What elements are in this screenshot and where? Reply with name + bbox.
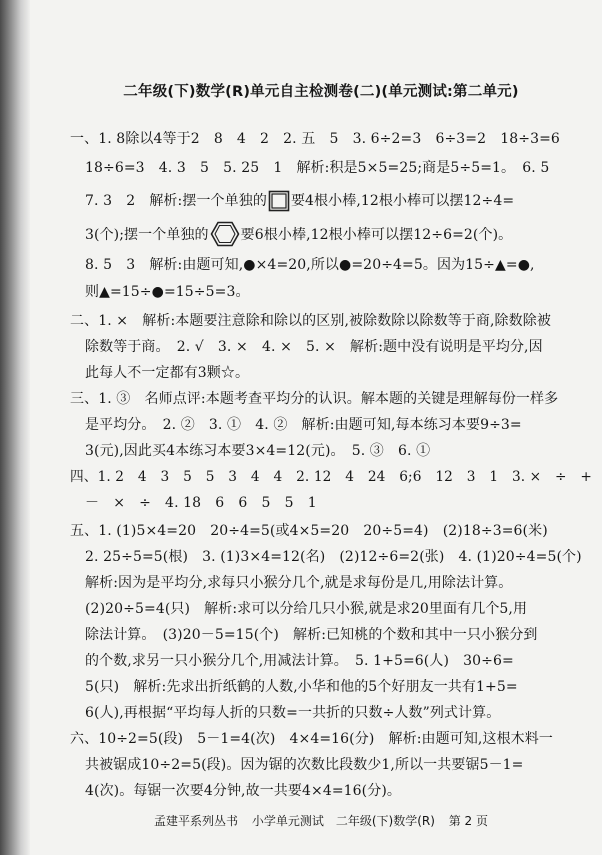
footer-page-number: 第 2 页 bbox=[448, 814, 488, 828]
answer-line-4a: 3(个);摆一个单独的 bbox=[85, 227, 209, 243]
page-footer bbox=[40, 812, 602, 829]
answer-line-14: － × ÷ 4. 18 6 6 5 5 1 bbox=[85, 495, 317, 511]
answer-line-25: 4(次)。每锯一次要4分钟,故一共要4×4=16(分)。 bbox=[85, 783, 402, 799]
answer-line-11: 是平均分。 2. ② 3. ① 4. ② 解析:由题可知,每本练习本要9÷3= bbox=[85, 417, 522, 433]
answer-line-13: 四、1. 2 4 3 5 5 3 4 4 2. 12 4 24 6;6 12 3 1 3. × ÷ + bbox=[70, 469, 592, 485]
answer-line-1: 一、1. 8除以4等于2 8 4 2 2. 五 5 3. 6÷2=3 6÷3=2 18÷3=6 bbox=[70, 131, 560, 147]
answer-line-21: 5(只) 解析:先求出折纸鹤的人数,小华和他的5个好朋友一共有1+5= bbox=[85, 679, 518, 695]
answer-line-23: 六、10÷2=5(段) 5－1=4(次) 4×4=16(分) 解析:由题可知,这根木料一 bbox=[70, 731, 553, 747]
square-of-matchsticks-icon bbox=[268, 190, 290, 212]
page-title: 二年级(下)数学(R)单元自主检测卷(二)(单元测试:第二单元) bbox=[123, 84, 519, 100]
answer-line-7: 二、1. × 解析:本题要注意除和除以的区别,被除数除以除数等于商,除数除被 bbox=[70, 313, 551, 329]
answer-line-12: 3(元),因此买4本练习本要3×4=12(元)。 5. ③ 6. ① bbox=[85, 443, 431, 459]
answer-line-19: 除法计算。 (3)20－5=15(个) 解析:已知桃的个数和其中一只小猴分到 bbox=[85, 627, 538, 643]
answer-line-3a: 7. 3 2 解析:摆一个单独的 bbox=[85, 193, 267, 209]
answer-line-5: 8. 5 3 解析:由题可知,●×4=20,所以●=20÷4=5。因为15÷▲=●, bbox=[85, 257, 535, 273]
answer-line-4 bbox=[85, 221, 512, 247]
answer-line-3 bbox=[85, 190, 514, 212]
answer-line-20: 的个数,求另一只小猴分几个,用减法计算。 5. 1+5=6(人) 30÷6= bbox=[85, 653, 514, 669]
answer-line-4b: 要6根小棒,12根小棒可以摆12÷6=2(个)。 bbox=[240, 227, 513, 243]
answer-line-22: 6(人),再根据“平均每人折的只数=一共折的只数÷人数”列式计算。 bbox=[85, 705, 501, 721]
answer-line-9: 此每人不一定都有3颗☆。 bbox=[85, 365, 250, 381]
footer-book: 小学单元测试 二年级(下)数学(R) bbox=[251, 814, 435, 828]
footer-series: 孟建平系列丛书 bbox=[153, 814, 238, 828]
answer-line-18: (2)20÷5=4(只) 解析:求可以分给几只小猴,就是求20里面有几个5,用 bbox=[85, 601, 528, 617]
answer-line-15: 五、1. (1)5×4=20 20÷4=5(或4×5=20 20÷5=4) (2)18÷3=6(米) bbox=[70, 523, 548, 539]
hexagon-of-matchsticks-icon bbox=[210, 221, 240, 247]
answer-line-17: 解析:因为是平均分,求每只小猴分几个,就是求每份是几,用除法计算。 bbox=[85, 575, 513, 591]
answer-line-10: 三、1. ③ 名师点评:本题考查平均分的认识。解本题的关键是理解每份一样多 bbox=[70, 391, 559, 407]
answer-line-2: 18÷6=3 4. 3 5 5. 25 1 解析:积是5×5=25;商是5÷5=1。 6. 5 bbox=[85, 160, 550, 176]
book-spine-shadow bbox=[0, 0, 30, 855]
answer-line-6: 则▲=15÷●=15÷5=3。 bbox=[85, 284, 250, 300]
answer-line-8: 除数等于商。 2. √ 3. × 4. × 5. × 解析:题中没有说明是平均分,因 bbox=[85, 339, 543, 355]
answer-line-24: 共被锯成10÷2=5(段)。因为锯的次数比段数少1,所以一共要锯5－1= bbox=[85, 757, 524, 773]
answer-line-16: 2. 25÷5=5(根) 3. (1)3×4=12(名) (2)12÷6=2(张) 4. (1)20÷4=5(个) bbox=[85, 549, 582, 565]
answer-line-3b: 要4根小棒,12根小棒可以摆12÷4= bbox=[290, 193, 515, 209]
